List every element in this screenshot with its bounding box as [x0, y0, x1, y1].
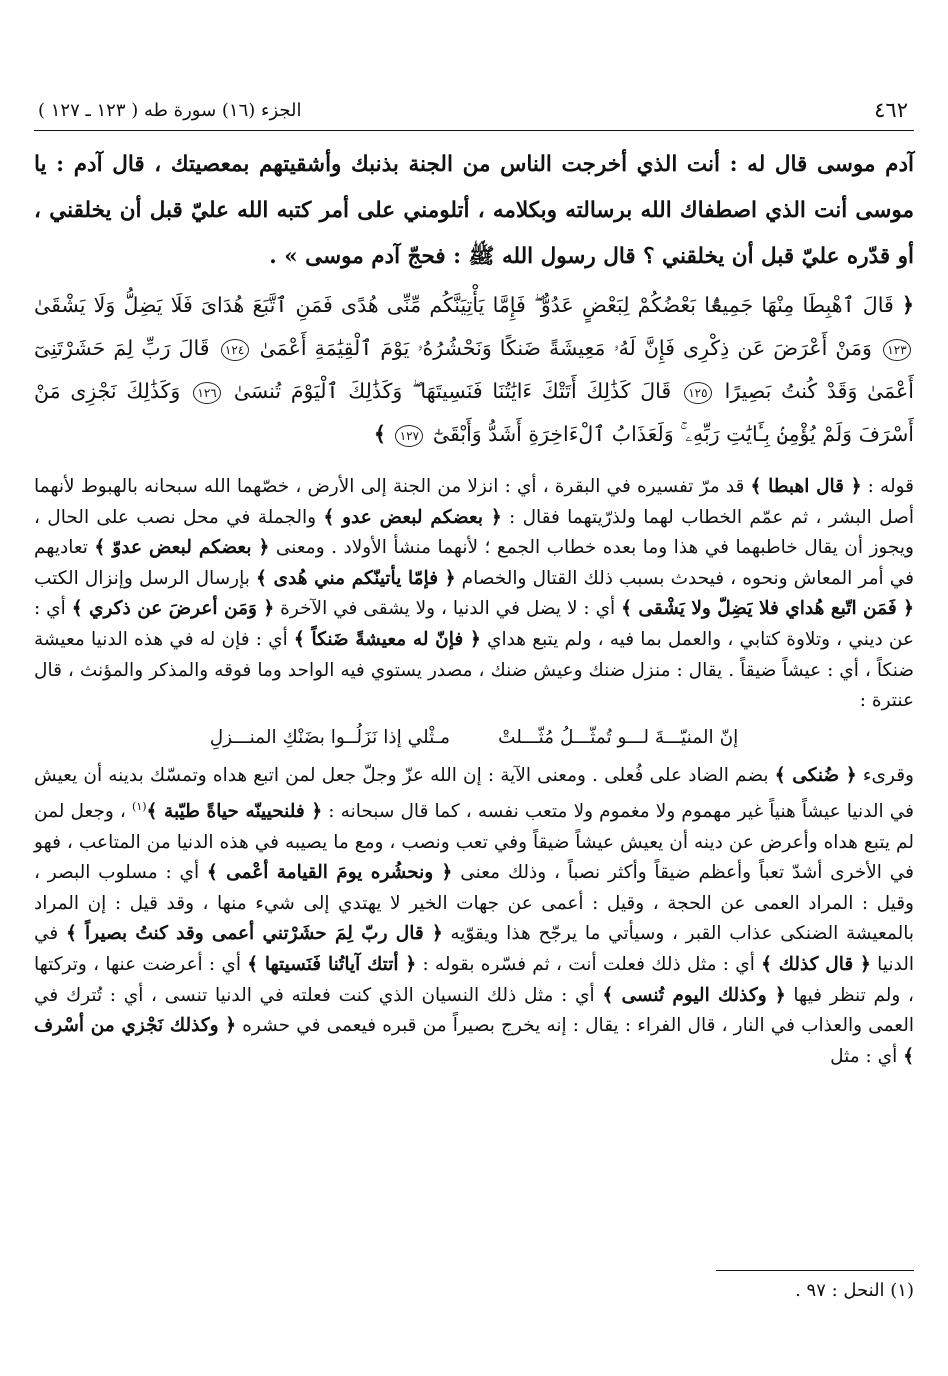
quran-quote: ﴿ فإنّ له معيشةً ضَنكاً ﴾ — [293, 628, 481, 650]
commentary-paragraph-1 — [34, 472, 914, 717]
ayah-number-124: ١٢٤ — [221, 339, 249, 361]
page-header — [34, 96, 914, 131]
text-run: أي : مسلوب البصر ، وقيل : المراد العمى عن الحجة ، وقيل : أعمى عن جهات الخير لا يهتدي إلى شيء منها ، وقد قيل : إن المراد بالمعيشة الضنكى عذاب القبر ، وسيأتي ما يرجّح هذا ويقوّيه — [34, 862, 914, 945]
ayah-number-125: ١٢٥ — [684, 382, 712, 404]
ayah-127: وَكَذَٰلِكَ نَجْزِى مَنْ أَسْرَفَ وَلَمْ يُؤْمِنۢ بِـَٔايَٰتِ رَبِّهِۦ ۚ وَلَعَذَابُ ٱلْءَاخِرَةِ أَشَدُّ وَأَبْقَىٰٓ — [34, 379, 914, 446]
text-run: وقرىء — [856, 765, 914, 787]
text-run: قوله : — [861, 476, 914, 497]
quran-quote: ﴿ قال ربّ لِمَ حشَرْتني أعمى وقد كنتُ بصيراً ﴾ — [65, 923, 443, 945]
quran-quote: ﴿ فإمّا يأتينّكم مني هُدى ﴾ — [256, 567, 456, 589]
ayah-123: قَالَ ٱهْبِطَا مِنْهَا جَمِيعًۢا بَعْضُكُمْ لِبَعْضٍ عَدُوٌّ ۖ فَإِمَّا يَأْتِيَنَّكُم مِّنِّى هُدًى فَمَنِ ٱتَّبَعَ هُدَاىَ فَلَا يَضِلُّ وَلَا يَشْقَىٰ — [34, 293, 894, 317]
ayah-125: قَالَ رَبِّ لِمَ حَشَرْتَنِىٓ أَعْمَىٰ وَقَدْ كُنتُ بَصِيرًا — [34, 336, 914, 403]
verse-first-hemistich: إنّ المنيّـــةَ لـــو تُمثّـــلُ مُثّـــلتْ — [498, 726, 739, 748]
commentary — [34, 472, 914, 1072]
running-head: الجزء (١٦) سورة طه ( ١٢٣ ـ ١٢٧ ) — [38, 100, 302, 121]
quran-open-bracket: ﴿ — [901, 293, 914, 317]
text-run: في الدنيا — [34, 923, 914, 976]
verse-second-hemistich: مـثْلي إذا نَزَلُــوا بضَنْكِ المنـــزلِ — [209, 726, 451, 748]
footnote-marker[interactable]: (١) — [132, 799, 147, 813]
text-run: ، وجعل لمن لم يتبع هداه وأعرض عن دينه أن يعيش عيشاً ضيقاً وفي تعب ونصب ، ومع ما يصيبه في هذه الدنيا من المتاعب ، فهو في الأخرى أشدّ تعباً وأعظم ضيقاً وأكثر نصباً ، وذلك معنى — [34, 801, 914, 884]
text-run: والجملة في محل نصب على الحال ، ويجوز أن يقال خاطبهما في هذا وما بعده خطاب الجمع ؛ لأنهما منشأ الأولاد . ومعنى — [34, 506, 914, 559]
text-run: أي : لا يضل في الدنيا ، ولا يشقى في الآخرة — [274, 598, 622, 620]
quran-quote: ﴿ بعضكم لبعض عدوّ ﴾ — [94, 537, 270, 559]
ayah-124: وَمَنْ أَعْرَضَ عَن ذِكْرِى فَإِنَّ لَهُۥ مَعِيشَةً ضَنكًا وَنَحْشُرُهُۥ يَوْمَ ٱلْقِيَٰمَةِ أَعْمَىٰ — [259, 336, 872, 360]
ayah-number-123: ١٢٣ — [883, 339, 911, 361]
quran-passage — [34, 284, 914, 456]
quran-quote: ﴿ فَمَن اتّبع هُداي فلا يَضِلّ ولا يَشْقى ﴾ — [621, 598, 914, 620]
quran-quote: ﴿ فلنحيينّه حياةً طيّبة ﴾ — [146, 801, 323, 823]
quran-quote: ﴿ قال كذلك ﴾ — [761, 954, 871, 976]
commentary-paragraph-2 — [34, 761, 914, 1072]
text-run: بضم الضاد على فُعلى . ومعنى الآية : إن الله عزّ وجلّ جعل لمن اتبع هداه وتمسّك بدينه أن يعيش في الدنيا عيشاً هنياً غير مهموم ولا مغموم ولا متعب نفسه ، كما قال سبحانه : — [34, 765, 914, 823]
text-run: قد مرّ تفسيره في البقرة ، أي : انزلا من الجنة إلى الأرض ، خصّهما الله سبحانه بالهبوط لأنهما أصل البشر ، ثم عمّم الخطاب لهما ولذرّيتهما فقال : — [34, 476, 914, 528]
hadith-paragraph: آدم موسى قال له : أنت الذي أخرجت الناس من الجنة بذنبك وأشقيتهم بمعصيتك ، قال آدم : يا موسى أنت الذي اصطفاك الله برسالته وبكلامه ، أتلومني على أمر كتبه الله عليّ قبل أن يخلقني ، أو قدّره عليّ قبل أن يخلقني ؟ قال رسول الله ﷺ : فحجّ آدم موسى » . — [34, 152, 914, 269]
text-run: أي : مثل ذلك النسيان الذي كنت فعلته في الدنيا تنسى ، أي : تُترك في العمى والعذاب في النار ، قال الفراء : يقال : إنه يخرج بصيراً من قبره فيعمى في حشره — [34, 984, 914, 1037]
text-run: أي : فإن له في هذه الدنيا معيشة ضنكاً ، أي : عيشاً ضيقاً . يقال : منزل ضنك وعيش ضنك ، مصدر يستوي فيه الواحد وما فوقه والمذكر والمؤنث ، قال عنترة : — [34, 628, 914, 712]
page-number: ٤٦٢ — [874, 98, 908, 122]
text-run: بإرسال الرسل وإنزال الكتب — [34, 567, 256, 589]
book-page — [22, 0, 926, 1376]
footnote: (١) النحل : ٩٧ . — [795, 1280, 914, 1301]
quran-quote: ﴿ أتتك آياتُنا فَنَسيتها ﴾ — [247, 954, 417, 976]
quran-quote: ﴿ وكذلك اليوم تُنسى ﴾ — [602, 984, 786, 1006]
text-run: أي : أعرضت عنها ، وتركتها ، ولم تنظر فيها — [34, 954, 915, 1006]
quran-quote: ﴿ وَمَن أعرضَ عن ذكري ﴾ — [71, 598, 275, 620]
footnote-divider — [716, 1270, 914, 1271]
text-run: أي : مثل — [830, 1045, 904, 1067]
quran-quote: ﴿ قال اهبطا ﴾ — [750, 476, 862, 497]
ayah-number-127: ١٢٧ — [395, 425, 423, 447]
quran-quote: ﴿ وكذلك نَجْزي من أسْرف ﴾ — [34, 1015, 914, 1067]
quran-quote: ﴿ ونحشُره يومَ القيامة أعْمى ﴾ — [206, 862, 453, 884]
ayah-number-126: ١٢٦ — [193, 382, 221, 404]
quran-close-bracket: ﴾ — [373, 422, 386, 446]
text-run: أي : عن ديني ، وتلاوة كتابي ، والعمل بما فيه ، ولم يتبع هداي — [34, 598, 914, 650]
text-run: أي : مثل ذلك فعلت أنت ، ثم فسّره بقوله : — [416, 954, 762, 976]
ayah-126: قَالَ كَذَٰلِكَ أَتَتْكَ ءَايَٰتُنَا فَنَسِيتَهَا ۖ وَكَذَٰلِكَ ٱلْيَوْمَ تُنسَىٰ — [233, 379, 672, 403]
quran-quote: ﴿ ضُنكى ﴾ — [774, 765, 857, 787]
quran-quote: ﴿ بعضكم لبعض عدو ﴾ — [323, 506, 502, 528]
poetry-verse — [34, 723, 914, 754]
text-run: تعاديهم في أمر المعاش ونحوه ، فيحدث بسبب ذلك القتال والخصام — [34, 537, 914, 589]
